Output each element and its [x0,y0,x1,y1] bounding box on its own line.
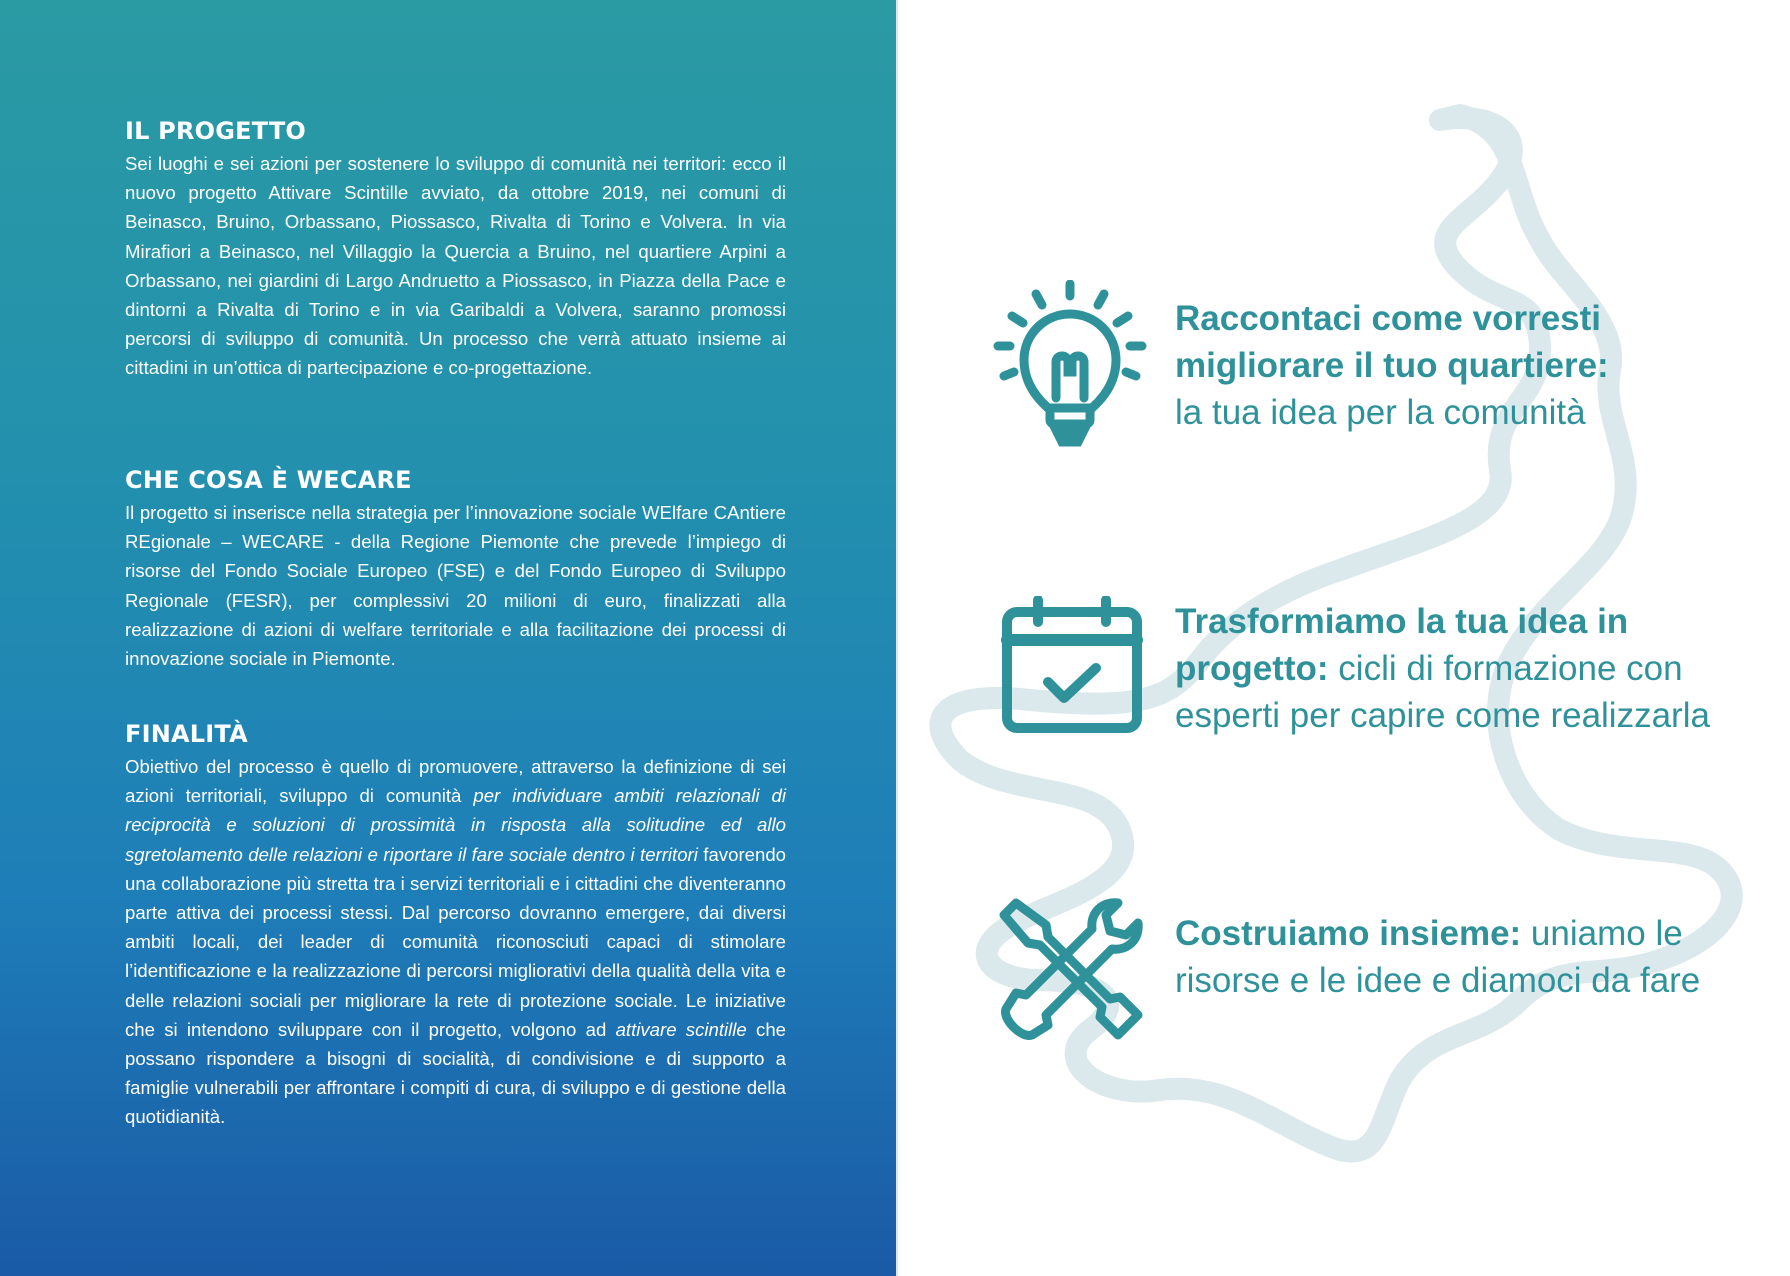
section-body: Il progetto si inserisce nella strategia per l’innovazione sociale WElfare CAntiere REgionale – WECARE - della Regione Piemonte che prevede l’impiego di risorse del Fondo Sociale Europeo (FSE) e del Fondo Europeo di Sviluppo Regionale (FESR), per complessivi 20 milioni di euro, finalizzati alla realizzazione di azioni di welfare territoriale e alla facilitazione dei processi di innovazione sociale in Piemonte. [125,502,786,670]
calendar-check-icon [1000,596,1145,736]
tools-icon [998,895,1146,1043]
section-finalita [125,720,786,1132]
body-italic-text: attivare scintille [615,1018,747,1040]
body-text: Obiettivo del processo è quello di promuovere, attraverso la definizione di sei azioni territoriali, sviluppo di comunità [125,756,786,807]
body-text: favorendo una collaborazione più stretta tra i servizi territoriali e i cittadini che diventeranno parte attiva dei processi stessi. Dal percorso dovranno emergere, dai diversi ambiti locali, dei leader di comunità riconosciuti capaci di stimolare l’identificazione e la realizzazione di percorsi migliorativi della qualità della vita e delle relazioni sociali per migliorare la rete di protezione sociale. Le iniziative che si intendono sviluppare con il progetto, volgono ad [125,843,786,1040]
feature-progetto [1175,598,1735,739]
lightbulb-icon [990,280,1150,450]
section-il-progetto [125,117,786,383]
body-text: che possano rispondere a bisogni di socialità, di condivisione e di supporto a famiglie vulnerabili per affrontare i compiti di cura, di sviluppo e di gestione della quotidianità. [125,1018,786,1128]
feature-text: cicli di formazione con esperti per capire come realizzarla [1175,649,1710,735]
section-title: FINALITÀ [125,720,248,748]
section-wecare [125,466,786,673]
feature-text: la tua idea per la comunità [1175,393,1586,432]
feature-bold-text: Raccontaci come vorresti migliorare il tuo quartiere: [1175,299,1609,385]
feature-idea [1175,295,1735,436]
section-title: CHE COSA È WECARE [125,466,412,494]
feature-text: uniamo le risorse e le idee e diamoci da fare [1175,914,1701,1000]
feature-bold-text: Trasformiamo la tua idea in progetto: [1175,602,1629,688]
section-title: IL PROGETTO [125,117,307,145]
section-body [125,752,786,1132]
section-body: Sei luoghi e sei azioni per sostenere lo sviluppo di comunità nei territori: ecco il nuovo progetto Attivare Scintille avviato, da ottobre 2019, nei comuni di Beinasco, Bruino, Orbassano, Piossasco, Rivalta di Torino e Volvera. In via Mirafiori a Beinasco, nel Villaggio la Quercia a Bruino, nel quartiere Arpini a Orbassano, nei giardini di Largo Andruetto a Piossasco, in Piazza della Pace e dintorni a Rivalta di Torino e in via Garibaldi a Volvera, saranno promossi percorsi di sviluppo di comunità. Un processo che verrà attuato insieme ai cittadini in un’ottica di partecipazione e co-progettazione. [125,153,786,379]
feature-costruiamo [1175,910,1735,1004]
panel-divider [896,0,898,1276]
body-italic-text: per individuare ambiti relazionali di reciprocità e soluzioni di prossimità in risposta alla solitudine ed allo sgretolamento delle relazioni e riportare il fare sociale dentro i territori [125,785,786,865]
feature-bold-text: Costruiamo insieme: [1175,914,1522,953]
